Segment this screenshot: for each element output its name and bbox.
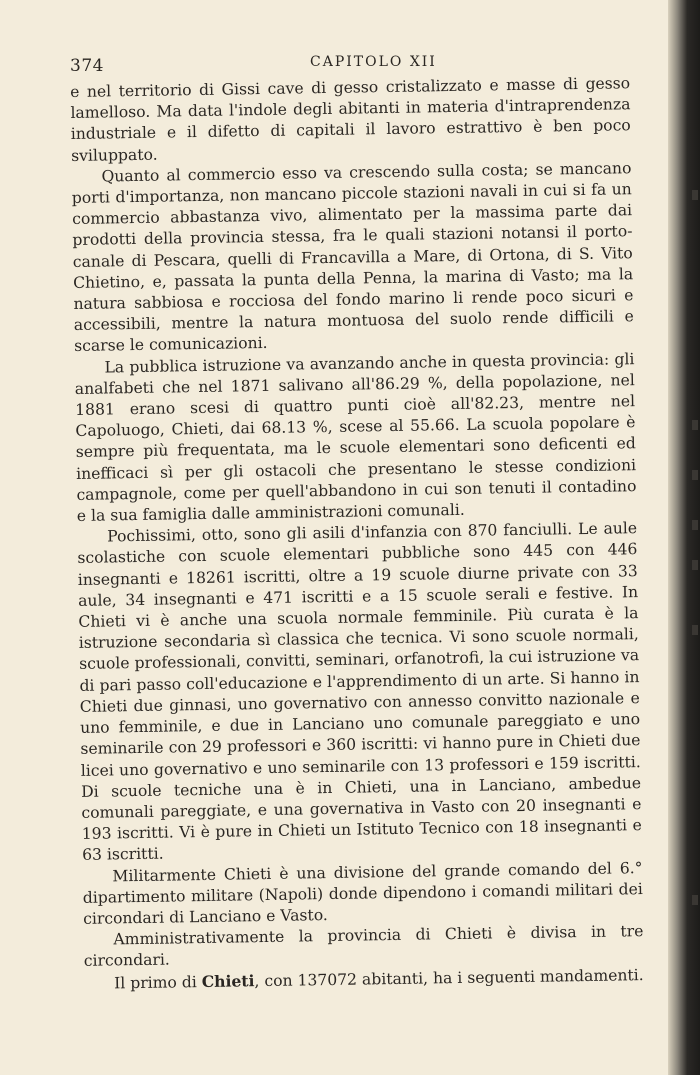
paragraph: La pubblica istruzione va avanzando anche in questa provincia: gli analfabeti che nel 1871 salivano all'86.29 %, della popolazione, nel 1881 erano scesi di quattro punti cioè all'82.23, mentre nel Capoluogo, Chieti, dai 68.13 %, scese al 55.66. La scuola popolare è sempre più frequentata, ma le scuole elementari sono deficenti ed inefficaci sì per gli ostacoli che presentano le stesse condizioni campagnole, come per quell'abbandono in cui son tenuti il contadino e la sua famiglia dalle amministrazioni comunali. bbox=[74, 349, 637, 526]
chieti-bold-word: Chieti bbox=[201, 970, 255, 991]
facing-page-glyph bbox=[692, 190, 698, 200]
page-number: 374 bbox=[70, 56, 104, 76]
page-gutter-shadow bbox=[668, 0, 700, 1075]
paragraph: Quanto al commercio esso va crescendo sulla costa; se mancano porti d'importanza, non mancano piccole stazioni navali in cui si fa un commercio abbastanza vivo, alimentato per la massima parte dai prodotti della provincia stessa, fra le quali stazioni notansi il porto-canale di Pescara, quelli di Francavilla a Mare, di Ortona, di S. Vito Chietino, e, passata la punta della Penna, la marina di Vasto; ma la natura sabbiosa e rocciosa del fondo marino li rende poco sicuri e accessibili, mentre la natura montuosa del suolo rende difficili e scarse le comunicazioni. bbox=[71, 159, 634, 356]
last-paragraph-start: Il primo di bbox=[114, 972, 202, 992]
facing-page-glyph bbox=[692, 560, 698, 570]
page-header bbox=[70, 52, 630, 76]
paragraph: Pochissimi, otto, sono gli asili d'infanzia con 870 fanciulli. Le aule scolastiche con scuole elementari pubbliche sono 445 con 446 insegnanti e 18261 iscritti, oltre a 19 scuole diurne private con 33 aule, 34 insegnanti e 471 iscritti e a 15 scuole serali e festive. In Chieti vi è anche una scuola normale femminile. Più curata è la istruzione secondaria sì classica che tecnica. Vi sono scuole normali, scuole professionali, convitti, seminari, orfanotrofi, la cui istruzione va di pari passo coll'educazione e l'apprendimento di un arte. Si hanno in Chieti due ginnasi, uno governativo con annesso convitto nazionale e uno femminile, e due in Lanciano uno comunale pareggiato e uno seminarile con 29 professori e 360 iscritti: vi hanno pure in Chieti due licei uno governativo e uno seminarile con 13 professori e 159 iscritti. Di scuole tecniche una è in Chieti, una in Lanciano, ambedue comunali pareggiate, e una governativa in Vasto con 20 insegnanti e 193 iscritti. Vi è pure in Chieti un Istituto Tecnico con 18 insegnanti e 63 iscritti. bbox=[77, 519, 642, 865]
chapter-title: CAPITOLO XII bbox=[310, 54, 437, 70]
last-paragraph-end: , con 137072 abitanti, ha i seguenti mandamenti. bbox=[254, 965, 644, 990]
facing-page-glyph bbox=[692, 895, 698, 905]
body-text bbox=[70, 73, 644, 994]
paragraph: Militarmente Chieti è una divisione del grande comando del 6.° dipartimento militare (Napoli) donde dipendono i comandi militari dei circondari di Lanciano e Vasto. bbox=[82, 858, 643, 928]
facing-page-glyph bbox=[692, 520, 698, 530]
facing-page-glyph bbox=[692, 625, 698, 635]
facing-page-glyph bbox=[692, 420, 698, 430]
facing-page-glyph bbox=[692, 470, 698, 480]
paragraph: Amministrativamente la provincia di Chieti è divisa in tre circondari. bbox=[83, 922, 644, 971]
paragraph: e nel territorio di Gissi cave di gesso cristalizzato e masse di gesso lamelloso. Ma data l'indole degli abitanti in materia d'intraprendenza industriale e il difetto di capitali il lavoro estrattivo è ben poco sviluppato. bbox=[70, 74, 631, 165]
